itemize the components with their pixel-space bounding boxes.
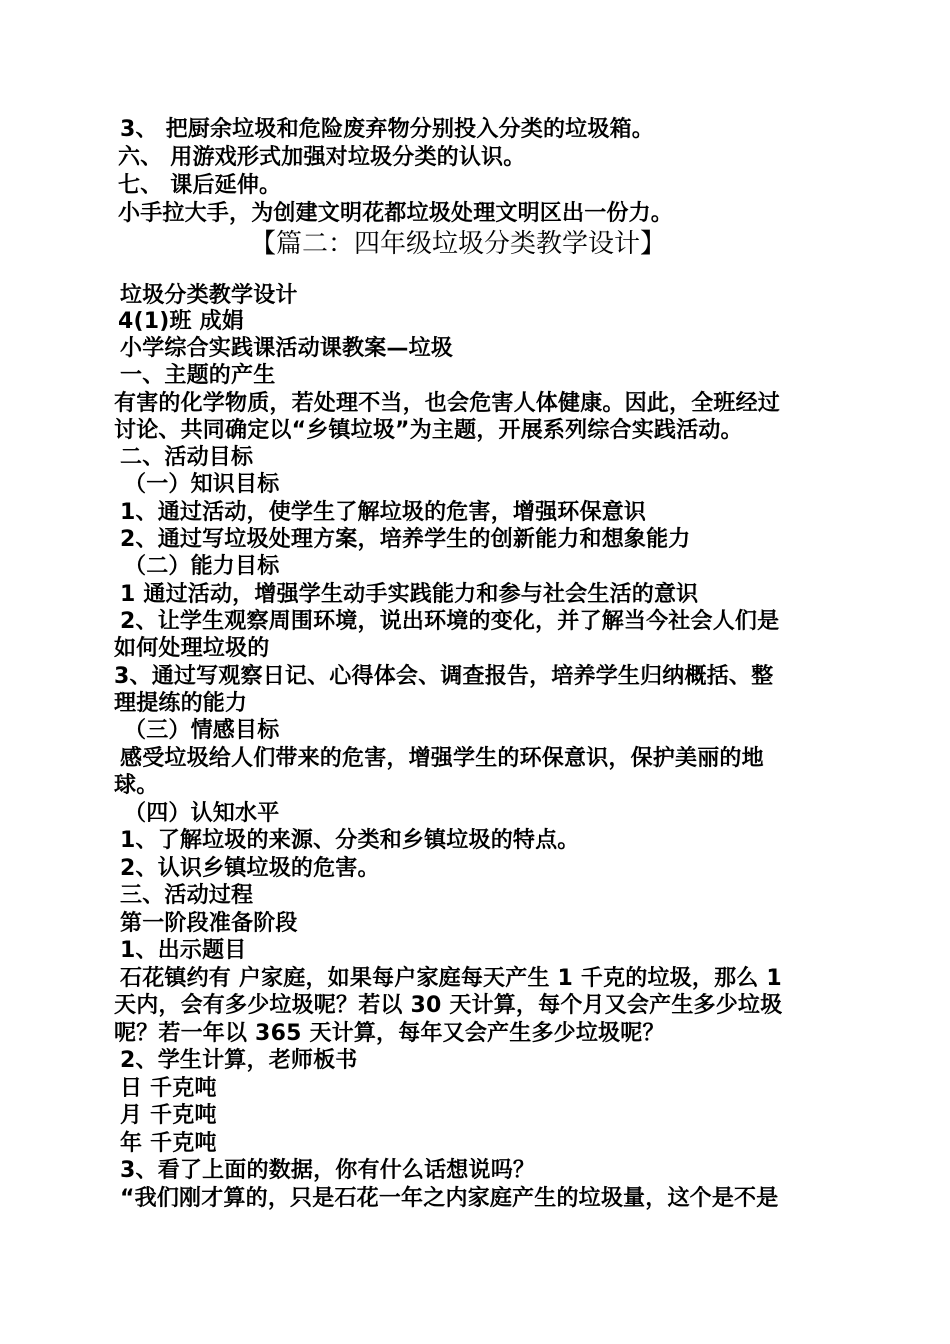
text-line: 球。 bbox=[114, 773, 159, 798]
text-line: 天内，会有多少垃圾呢？若以 30 天计算，每个月又会产生多少垃圾 bbox=[114, 993, 783, 1018]
text-line: 小手拉大手，为创建文明花都垃圾处理文明区出一份力。 bbox=[118, 201, 674, 226]
subsection-heading: （一）知识目标 bbox=[124, 472, 280, 497]
document-title: 垃圾分类教学设计 bbox=[120, 283, 298, 308]
text-line: 月 千克吨 bbox=[120, 1103, 217, 1128]
author-line: 4(1)班 成娟 bbox=[118, 309, 244, 334]
text-line: “我们刚才算的，只是石花一年之内家庭产生的垃圾量，这个是不是 bbox=[120, 1186, 779, 1211]
text-line: 石花镇约有 户家庭，如果每户家庭每天产生 1 千克的垃圾，那么 1 bbox=[120, 966, 782, 991]
text-line: 3、看了上面的数据，你有什么话想说吗？ bbox=[120, 1158, 536, 1183]
subsection-heading: 第一阶段准备阶段 bbox=[120, 911, 298, 936]
text-line: 1、了解垃圾的来源、分类和乡镇垃圾的特点。 bbox=[120, 828, 580, 853]
section-heading: 二、活动目标 bbox=[120, 445, 254, 470]
text-line: 感受垃圾给人们带来的危害，增强学生的环保意识，保护美丽的地 bbox=[120, 746, 764, 771]
text-line: 年 千克吨 bbox=[120, 1131, 217, 1156]
text-line: 如何处理垃圾的 bbox=[114, 636, 270, 661]
section-heading: 七、 课后延伸。 bbox=[118, 173, 282, 198]
text-line: 1、通过活动，使学生了解垃圾的危害，增强环保意识 bbox=[120, 500, 647, 525]
subsection-heading: （二）能力目标 bbox=[124, 554, 280, 579]
text-line: 有害的化学物质，若处理不当，也会危害人体健康。因此，全班经过 bbox=[114, 391, 781, 416]
section-heading: 六、 用游戏形式加强对垃圾分类的认识。 bbox=[118, 145, 526, 170]
text-line: 2、让学生观察周围环境，说出环境的变化，并了解当今社会人们是 bbox=[120, 609, 780, 634]
text-line: 2、认识乡镇垃圾的危害。 bbox=[120, 856, 380, 881]
subsection-heading: （四）认知水平 bbox=[124, 801, 280, 826]
text-line: 2、通过写垃圾处理方案，培养学生的创新能力和想象能力 bbox=[120, 527, 691, 552]
text-line: 讨论、共同确定以“乡镇垃圾”为主题，开展系列综合实践活动。 bbox=[114, 418, 743, 443]
chapter-title: 【篇二：四年级垃圾分类教学设计】 bbox=[250, 229, 667, 259]
text-line: 日 千克吨 bbox=[120, 1076, 217, 1101]
text-line: 3、 把厨余垃圾和危险废弃物分别投入分类的垃圾箱。 bbox=[120, 117, 654, 142]
text-line: 理提练的能力 bbox=[114, 691, 248, 716]
subtitle-line: 小学综合实践课活动课教案—垃圾 bbox=[120, 336, 454, 361]
section-heading: 三、活动过程 bbox=[120, 883, 254, 908]
text-line: 3、通过写观察日记、心得体会、调查报告，培养学生归纳概括、整 bbox=[114, 664, 774, 689]
text-line: 1、出示题目 bbox=[120, 938, 247, 963]
section-heading: 一、主题的产生 bbox=[120, 363, 276, 388]
text-line: 2、学生计算，老师板书 bbox=[120, 1048, 358, 1073]
text-line: 呢？若一年以 365 天计算，每年又会产生多少垃圾呢？ bbox=[114, 1021, 665, 1046]
subsection-heading: （三）情感目标 bbox=[124, 718, 280, 743]
text-line: 1 通过活动，增强学生动手实践能力和参与社会生活的意识 bbox=[120, 582, 699, 607]
